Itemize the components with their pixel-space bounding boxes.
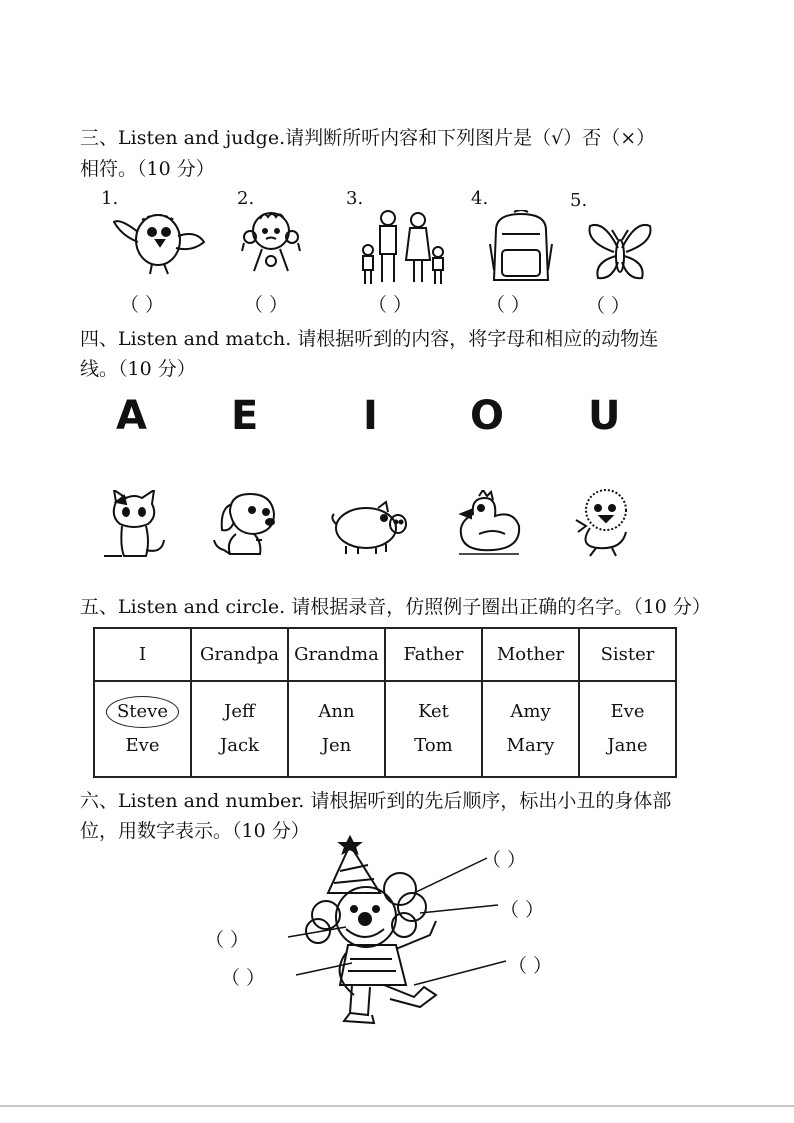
section4-title-line1: 四、Listen and match. 请根据听到的内容，将字母和相应的动物连 — [80, 328, 659, 350]
name-cell — [288, 681, 385, 777]
item-number: 3. — [346, 188, 364, 209]
table-header-row — [94, 628, 676, 681]
answer-blank[interactable]: （ ） — [120, 294, 165, 316]
name-option[interactable]: Jeff — [224, 701, 255, 722]
item-number: 1. — [101, 188, 119, 209]
page-bottom-divider — [0, 1105, 794, 1107]
name-option[interactable]: Jen — [321, 735, 352, 756]
dog-icon[interactable] — [210, 492, 286, 562]
section3-title-line2: 相符。（10 分） — [80, 158, 215, 180]
header-cell: Sister — [579, 628, 676, 681]
section3-title-line1: 三、Listen and judge.请判断所听内容和下列图片是（√）否（×） — [80, 127, 656, 149]
names-table — [93, 627, 677, 778]
number-blank[interactable]: （ ） — [482, 849, 527, 871]
name-cell — [191, 681, 288, 777]
section6-title-line1: 六、Listen and number. 请根据听到的先后顺序，标出小丑的身体部 — [80, 790, 672, 812]
backpack-icon — [488, 210, 554, 286]
clown-icon — [200, 835, 600, 1030]
name-cell — [94, 681, 191, 777]
pig-icon[interactable] — [328, 500, 410, 556]
name-cell — [482, 681, 579, 777]
name-option[interactable]: Eve — [125, 735, 160, 756]
name-option[interactable]: Mary — [506, 735, 555, 756]
number-blank[interactable]: （ ） — [205, 929, 250, 951]
answer-blank[interactable]: （ ） — [244, 294, 289, 316]
hen-icon[interactable] — [453, 490, 525, 562]
answer-blank[interactable]: （ ） — [486, 294, 531, 316]
chick-icon[interactable] — [568, 486, 634, 558]
name-option[interactable]: Ket — [418, 701, 449, 722]
header-cell: Mother — [482, 628, 579, 681]
header-cell: Father — [385, 628, 482, 681]
section5-title: 五、Listen and circle. 请根据录音，仿照例子圈出正确的名字。（10 分） — [80, 596, 711, 618]
letter-i[interactable]: I — [363, 393, 378, 439]
name-cell — [579, 681, 676, 777]
circled-name[interactable]: Steve — [106, 696, 179, 728]
name-option[interactable]: Jack — [220, 735, 259, 756]
section4-title-line2: 线。（10 分） — [80, 358, 196, 380]
number-blank[interactable]: （ ） — [500, 899, 545, 921]
header-cell: Grandpa — [191, 628, 288, 681]
answer-blank[interactable]: （ ） — [368, 294, 413, 316]
number-blank[interactable]: （ ） — [221, 967, 266, 989]
item-number: 2. — [237, 188, 255, 209]
name-option[interactable]: Jane — [607, 735, 648, 756]
name-option[interactable]: Amy — [510, 701, 551, 722]
girl-icon — [240, 205, 302, 275]
cat-icon[interactable] — [102, 490, 170, 560]
item-number: 4. — [471, 188, 489, 209]
letter-u[interactable]: U — [588, 393, 621, 439]
letter-e[interactable]: E — [231, 393, 259, 439]
name-option[interactable]: Ann — [318, 701, 355, 722]
butterfly-icon — [584, 218, 656, 288]
letter-o[interactable]: O — [470, 393, 505, 439]
section6-title-line2: 位，用数字表示。（10 分） — [80, 820, 310, 842]
item-number: 5. — [570, 190, 588, 211]
letter-a[interactable]: A — [116, 393, 147, 439]
family-icon — [358, 208, 450, 286]
table-row — [94, 681, 676, 777]
header-cell: I — [94, 628, 191, 681]
name-option[interactable]: Eve — [610, 701, 645, 722]
name-cell — [385, 681, 482, 777]
number-blank[interactable]: （ ） — [508, 955, 553, 977]
header-cell: Grandma — [288, 628, 385, 681]
name-option[interactable]: Tom — [414, 735, 453, 756]
answer-blank[interactable]: （ ） — [586, 295, 631, 317]
bird-icon — [112, 200, 208, 280]
